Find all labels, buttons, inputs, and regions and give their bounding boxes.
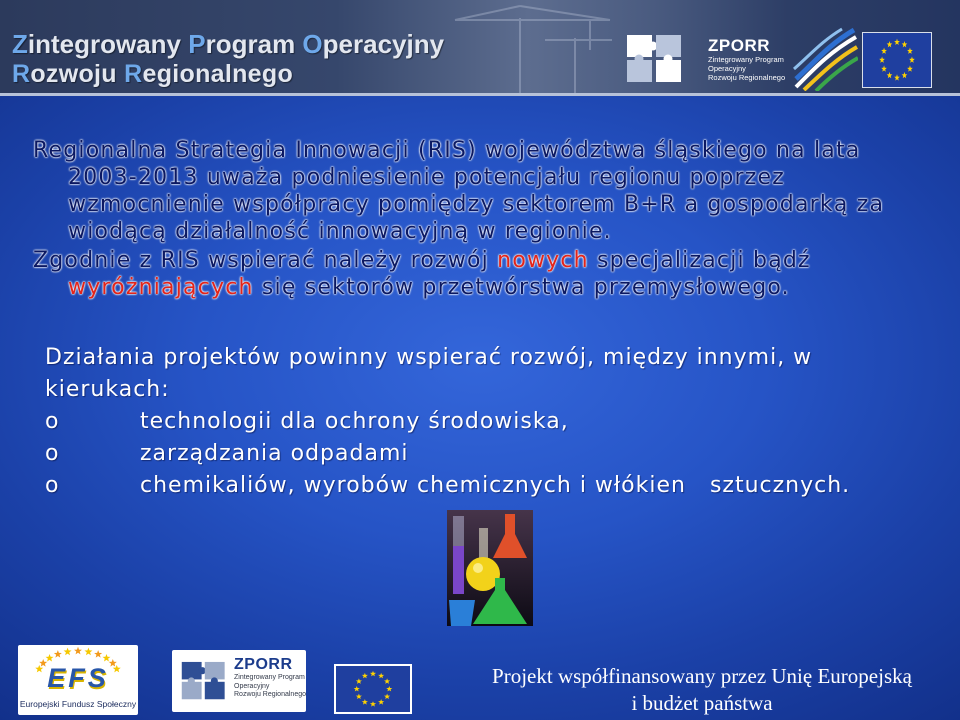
efs-logo bbox=[18, 645, 138, 715]
efs-full-name: Europejski Fundusz Społeczny bbox=[19, 699, 137, 709]
crane-silhouette bbox=[455, 6, 612, 93]
title-word-initial: R bbox=[124, 60, 143, 88]
regional-swirl-logo-icon bbox=[792, 27, 858, 91]
zporr-name: ZPORR bbox=[708, 36, 770, 55]
puzzle-knob bbox=[664, 55, 673, 64]
intro-line: Regionalna Strategia Innowacji (RIS) województwa śląskiego na lata bbox=[33, 138, 861, 163]
puzzle-knob bbox=[211, 677, 218, 684]
zporr-subtitle-line: Operacyjny bbox=[234, 682, 270, 690]
intro-text: Zgodnie z RIS wspierać należy rozwój bbox=[33, 248, 498, 273]
highlight-distinctive-word: wyróżniających bbox=[68, 275, 254, 300]
star-icon bbox=[94, 650, 102, 658]
puzzle-knob bbox=[188, 677, 195, 684]
blue-beaker bbox=[449, 600, 475, 626]
actions-lead-line: kierukach: bbox=[45, 377, 170, 402]
zporr-puzzle-icon bbox=[621, 29, 689, 89]
list-item-text: technologii dla ochrony środowiska, bbox=[140, 409, 569, 434]
efs-acronym: EFS bbox=[47, 663, 109, 693]
puzzle-piece bbox=[656, 35, 681, 57]
title-word-initial: R bbox=[12, 60, 31, 88]
intro-line bbox=[33, 247, 884, 274]
puzzle-piece bbox=[182, 662, 202, 679]
title-word-initial: P bbox=[188, 29, 206, 59]
title-word bbox=[12, 29, 181, 59]
list-item-text: zarządzania odpadami bbox=[140, 441, 409, 466]
zporr-subtitle-line: Rozwoju Regionalnego bbox=[234, 691, 306, 698]
star-icon bbox=[46, 654, 54, 662]
funding-note-line: Projekt współfinansowany przez Unię Europejską bbox=[492, 664, 912, 688]
intro-line: wzmocnienie współpracy pomiędzy sektorem B+R a gospodarką za bbox=[68, 192, 885, 217]
star-icon bbox=[84, 648, 92, 656]
title-word bbox=[302, 29, 444, 59]
actions-lead-line: Działania projektów powinny wspierać rozwój, między innymi, w bbox=[45, 345, 813, 370]
laboratory-flasks-image bbox=[447, 510, 533, 626]
eu-flag-icon bbox=[334, 664, 412, 714]
star-icon bbox=[74, 647, 82, 655]
title-word-rest: egionalnego bbox=[142, 60, 294, 88]
funding-note bbox=[472, 663, 932, 717]
ris-intro-paragraph bbox=[33, 137, 884, 301]
zporr-logo-text bbox=[708, 36, 785, 82]
project-actions-paragraph bbox=[45, 342, 850, 502]
zporr-subtitle-line: Zintegrowany Program bbox=[708, 55, 784, 64]
program-banner-title bbox=[12, 29, 444, 89]
title-word bbox=[124, 60, 293, 88]
puzzle-knob bbox=[635, 55, 644, 64]
intro-text: się sektorów przetwórstwa przemysłowego. bbox=[253, 275, 790, 300]
flask-highlight bbox=[473, 563, 483, 573]
zporr-footer-logo bbox=[172, 650, 306, 712]
eu-flag-icon bbox=[862, 32, 932, 88]
program-banner-title-line-1 bbox=[12, 29, 444, 59]
zporr-puzzle-icon bbox=[177, 656, 231, 706]
list-item-text: chemikaliów, wyrobów chemicznych i włókien sztucznych. bbox=[140, 473, 851, 498]
star-icon bbox=[54, 650, 62, 658]
list-bullet: o bbox=[45, 441, 60, 466]
title-word-initial: Z bbox=[12, 29, 28, 59]
zporr-subtitle-line: Zintegrowany Program bbox=[234, 674, 305, 681]
funding-note-line: i budżet państwa bbox=[631, 691, 773, 715]
highlight-new-word: nowych bbox=[497, 248, 589, 273]
yellow-round-flask bbox=[466, 557, 500, 591]
crane-cable bbox=[520, 6, 610, 20]
intro-line: 2003-2013 uważa podniesienie potencjału regionu poprzez bbox=[68, 165, 786, 190]
star-icon bbox=[102, 654, 110, 662]
list-bullet: o bbox=[45, 473, 60, 498]
zporr-logo-text bbox=[234, 656, 306, 700]
puzzle-piece bbox=[205, 662, 225, 679]
title-word-initial: O bbox=[302, 29, 323, 59]
zporr-name: ZPORR bbox=[234, 656, 293, 673]
title-word-rest: rogram bbox=[205, 29, 296, 59]
intro-line: wiodącą działalność innowacyjną w regionie. bbox=[68, 219, 612, 244]
title-word bbox=[188, 29, 295, 59]
list-item bbox=[45, 406, 850, 438]
purple-liquid bbox=[453, 546, 464, 594]
title-word bbox=[12, 60, 117, 88]
intro-line bbox=[33, 274, 884, 301]
zporr-subtitle-line: Operacyjny bbox=[708, 64, 746, 73]
list-item bbox=[45, 438, 850, 470]
title-word-rest: ozwoju bbox=[30, 60, 117, 88]
intro-text: specjalizacji bądź bbox=[588, 248, 811, 273]
round-flask-neck bbox=[479, 528, 488, 560]
list-item bbox=[45, 470, 850, 502]
zporr-subtitle-line: Rozwoju Regionalnego bbox=[708, 73, 786, 82]
title-word-rest: peracyjny bbox=[322, 29, 445, 59]
program-banner-title-line-2 bbox=[12, 59, 444, 89]
puzzle-piece bbox=[627, 35, 652, 57]
star-icon bbox=[64, 648, 72, 656]
crane-cable bbox=[455, 6, 520, 20]
program-header-banner bbox=[0, 0, 960, 96]
title-word-rest: integrowany bbox=[27, 29, 182, 59]
list-bullet: o bbox=[45, 409, 60, 434]
